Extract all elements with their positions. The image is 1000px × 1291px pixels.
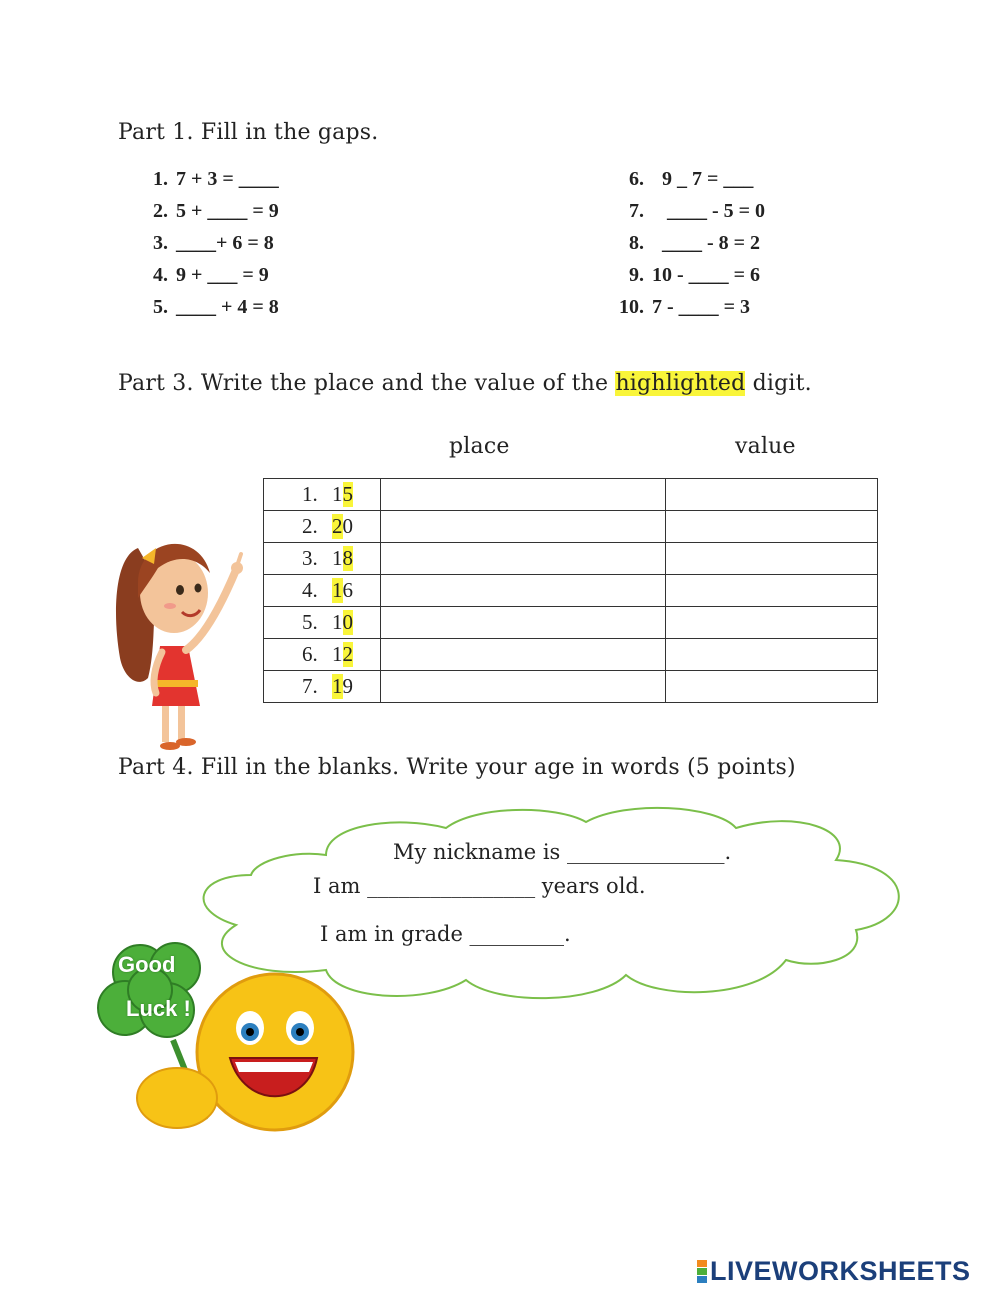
equation-1: 1. 7 + 3 = ____: [153, 168, 279, 190]
value-answer-cell[interactable]: [666, 639, 878, 671]
ones-digit: 8: [342, 546, 353, 570]
table-row: [264, 575, 878, 607]
number-cell: [264, 639, 381, 671]
equation-2: 2. 5 + ____ = 9: [153, 200, 279, 222]
place-answer-cell[interactable]: [381, 607, 666, 639]
place-answer-cell[interactable]: [381, 479, 666, 511]
part1-left-column: [146, 168, 279, 328]
column-header-place: place: [449, 434, 510, 459]
row-index: 6.: [302, 642, 318, 666]
value-answer-cell[interactable]: [666, 671, 878, 703]
value-answer-cell[interactable]: [666, 479, 878, 511]
table-row: [264, 543, 878, 575]
table-row: [264, 671, 878, 703]
number-cell: [264, 575, 381, 607]
place-answer-cell[interactable]: [381, 511, 666, 543]
equation-10: 10. 7 - ____ = 3: [619, 296, 751, 318]
liveworksheets-logo: [697, 1256, 971, 1287]
equation-9: 9. 10 - ____ = 6: [629, 264, 761, 286]
place-value-table: [263, 478, 878, 703]
ones-digit: 6: [342, 578, 353, 602]
equation-7: 7. ____ - 5 = 0: [629, 200, 766, 222]
logo-blocks-icon: [697, 1260, 707, 1283]
row-number: [302, 674, 353, 699]
part1-right-column: [608, 168, 765, 328]
tens-digit: 1: [332, 610, 343, 634]
row-number: [302, 514, 353, 539]
part1-title: Part 1. Fill in the gaps.: [118, 120, 379, 145]
number-cell: [264, 479, 381, 511]
part4-title: Part 4. Fill in the blanks. Write your age in words (5 points): [118, 755, 796, 780]
table-row: [264, 607, 878, 639]
nickname-line: My nickname is _______________.: [393, 840, 732, 864]
brand-text: LIVEWORKSHEETS: [710, 1256, 971, 1286]
tens-digit: 1: [332, 674, 343, 698]
column-header-value: value: [735, 434, 796, 459]
tens-digit: 1: [332, 578, 343, 602]
tens-digit: 1: [332, 642, 343, 666]
equation-8: 8. ____ - 8 = 2: [629, 232, 761, 254]
place-answer-cell[interactable]: [381, 639, 666, 671]
tens-digit: 1: [332, 482, 343, 506]
equation-4: 4. 9 + ___ = 9: [153, 264, 269, 286]
value-answer-cell[interactable]: [666, 511, 878, 543]
number-cell: [264, 607, 381, 639]
value-answer-cell[interactable]: [666, 607, 878, 639]
row-index: 1.: [302, 482, 318, 506]
number-cell: [264, 511, 381, 543]
row-number: [302, 610, 353, 635]
place-answer-cell[interactable]: [381, 543, 666, 575]
row-index: 4.: [302, 578, 318, 602]
girl-illustration: [108, 528, 258, 754]
ones-digit: 0: [342, 610, 353, 634]
age-line: I am ________________ years old.: [313, 874, 646, 898]
row-number: [302, 482, 353, 507]
row-index: 2.: [302, 514, 318, 538]
equation-5: 5. ____ + 4 = 8: [153, 296, 279, 318]
highlighted-word: highlighted: [615, 371, 746, 396]
ones-digit: 2: [342, 642, 353, 666]
table-row: [264, 479, 878, 511]
number-cell: [264, 671, 381, 703]
grade-line: I am in grade _________.: [320, 922, 571, 946]
number-cell: [264, 543, 381, 575]
equation-6: 6. 9 _ 7 = ___: [629, 168, 754, 190]
ones-digit: 9: [342, 674, 353, 698]
row-number: [302, 642, 353, 667]
table-row: [264, 639, 878, 671]
row-index: 5.: [302, 610, 318, 634]
place-answer-cell[interactable]: [381, 671, 666, 703]
tens-digit: 2: [332, 514, 343, 538]
table-row: [264, 511, 878, 543]
value-answer-cell[interactable]: [666, 575, 878, 607]
row-index: 7.: [302, 674, 318, 698]
value-answer-cell[interactable]: [666, 543, 878, 575]
clover-text-good: Good: [118, 952, 176, 977]
row-number: [302, 546, 353, 571]
clover-text-luck: Luck !: [126, 996, 191, 1021]
part3-title: Part 3. Write the place and the value of the highlighted digit.: [118, 371, 812, 396]
ones-digit: 5: [342, 482, 353, 506]
place-answer-cell[interactable]: [381, 575, 666, 607]
tens-digit: 1: [332, 546, 343, 570]
row-number: [302, 578, 353, 603]
equation-3: 3. ____+ 6 = 8: [153, 232, 274, 254]
row-index: 3.: [302, 546, 318, 570]
ones-digit: 0: [342, 514, 353, 538]
